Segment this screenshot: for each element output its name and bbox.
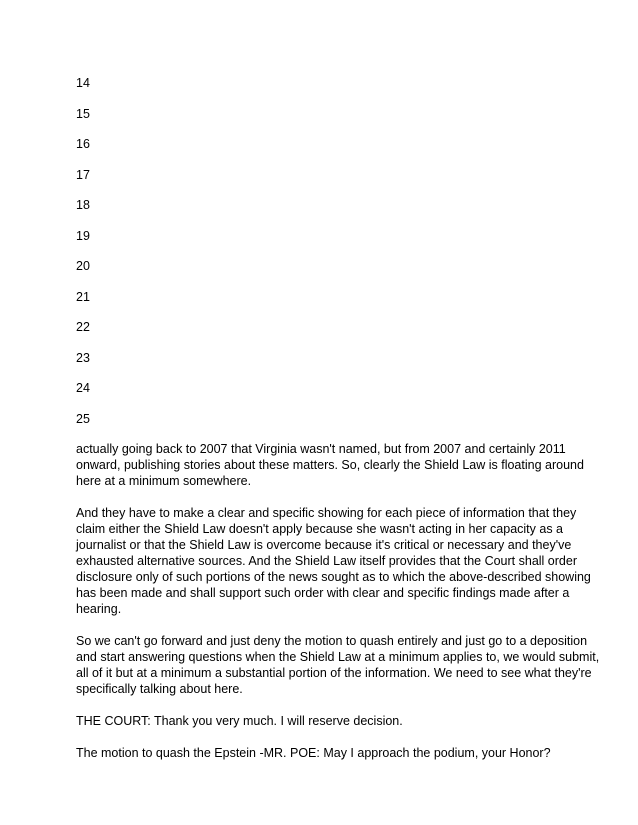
transcript-paragraph	[76, 441, 584, 489]
line-number: 19	[76, 228, 90, 243]
line-number-column	[76, 76, 90, 442]
text-line: journalist or that the Shield Law is overcome because it's critical or necessary and they've	[76, 538, 572, 552]
line-number: 15	[76, 106, 90, 121]
line-number: 17	[76, 167, 90, 182]
text-line: claim either the Shield Law doesn't apply because she wasn't acting in her capacity as a	[76, 522, 563, 536]
transcript-body	[76, 441, 600, 777]
line-number: 25	[76, 411, 90, 426]
line-number: 23	[76, 350, 90, 365]
text-line: The motion to quash the Epstein -MR. POE: May I approach the podium, your Honor?	[76, 746, 551, 760]
line-number: 14	[76, 76, 90, 90]
text-line: hearing.	[76, 602, 122, 616]
line-number: 22	[76, 320, 90, 334]
line-number: 16	[76, 137, 90, 151]
line-number: 24	[76, 381, 90, 395]
text-line: And they have to make a clear and specific showing for each piece of information that they	[76, 506, 577, 520]
text-line: onward, publishing stories about these matters. So, clearly the Shield Law is floating around	[76, 458, 584, 472]
text-line: specifically talking about here.	[76, 682, 243, 696]
transcript-paragraph	[76, 713, 566, 729]
line-number: 18	[76, 198, 90, 212]
text-line: actually going back to 2007 that Virginia wasn't named, but from 2007 and certainly 2011	[76, 442, 566, 456]
text-line: exhausted alternative sources. And the Shield Law itself provides that the Court shall order	[76, 554, 577, 568]
text-line: all of it but at a minimum a substantial portion of the information. We need to see what they're	[76, 666, 592, 680]
transcript-paragraph	[76, 745, 566, 761]
text-line: and start answering questions when the Shield Law at a minimum applies to, we would submit,	[76, 650, 600, 664]
line-number: 21	[76, 289, 90, 304]
text-line: THE COURT: Thank you very much. I will reserve decision.	[76, 714, 403, 728]
text-line: disclosure only of such portions of the news sought as to which the above-described showing	[76, 570, 591, 584]
text-line: So we can't go forward and just deny the motion to quash entirely and just go to a deposition	[76, 634, 588, 648]
transcript-paragraph	[76, 633, 600, 697]
transcript-paragraph	[76, 505, 591, 617]
text-line: here at a minimum somewhere.	[76, 474, 252, 488]
line-number: 20	[76, 259, 90, 273]
text-line: has been made and shall support such order with clear and specific findings made after a	[76, 586, 570, 600]
